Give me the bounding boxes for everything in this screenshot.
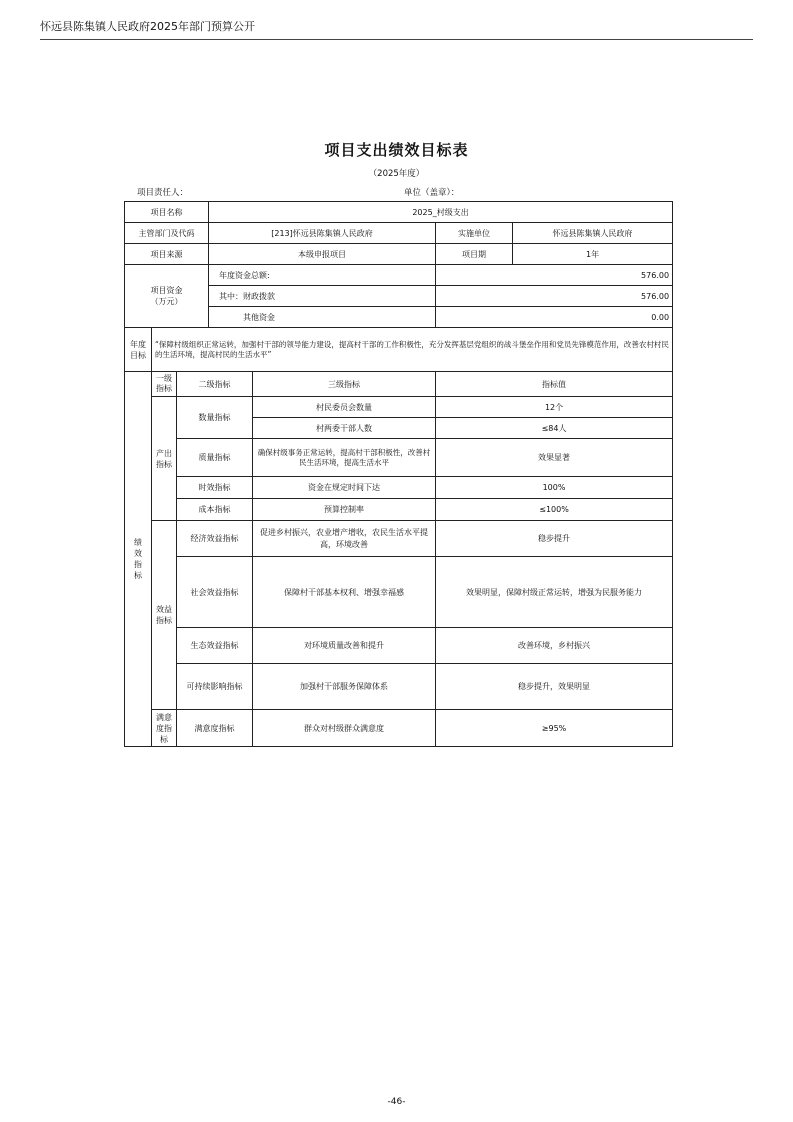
quality-value: 效果显著 <box>436 439 673 477</box>
level2-header: 二级指标 <box>177 372 253 397</box>
row-social <box>125 557 673 628</box>
row-indicator-header <box>125 372 673 397</box>
responsible-label: 项目责任人： <box>137 188 189 198</box>
project-name-value: 2025_村级支出 <box>209 202 673 223</box>
indicators-section-label: 绩 效 指 标 <box>125 372 152 747</box>
impl-unit-value: 怀远县陈集镇人民政府 <box>513 223 673 244</box>
fund-other-value: 0.00 <box>436 307 673 328</box>
goal-text: “保障村级组织正常运转，加强村干部的领导能力建设，提高村干部的工作积极性，充分发挥基层党组织的战斗堡垒作用和党员先锋模范作用，改善农村村民的生活环境，提高村民的生活水平” <box>152 328 673 372</box>
satisfaction-name: 群众对村级群众满意度 <box>253 710 436 747</box>
timeliness-name: 资金在规定时间下达 <box>253 477 436 499</box>
cost-label: 成本指标 <box>177 499 253 521</box>
satisfaction-label: 满意度指标 <box>177 710 253 747</box>
timeliness-value: 100% <box>436 477 673 499</box>
funds-label: 项目资金 （万元） <box>125 265 209 328</box>
row-ecological <box>125 628 673 664</box>
row-annual-goal <box>125 328 673 372</box>
impl-unit-label: 实施单位 <box>436 223 513 244</box>
ecological-label: 生态效益指标 <box>177 628 253 664</box>
row-project-name <box>125 202 673 223</box>
social-name: 保障村干部基本权利、增强幸福感 <box>253 557 436 628</box>
fund-total-label: 年度资金总额: <box>209 265 436 286</box>
satisfaction-value: ≥95% <box>436 710 673 747</box>
output-indicator-label: 产出 指标 <box>152 397 177 521</box>
social-value: 效果明显，保障村级正常运转，增强为民服务能力 <box>436 557 673 628</box>
quantity-label: 数量指标 <box>177 397 253 439</box>
row-department <box>125 223 673 244</box>
year-label: （2025年度） <box>368 169 425 179</box>
goal-label: 年度 目标 <box>125 328 152 372</box>
timeliness-label: 时效指标 <box>177 477 253 499</box>
cost-value: ≤100% <box>436 499 673 521</box>
sustainable-value: 稳步提升，效果明显 <box>436 664 673 710</box>
source-label: 项目来源 <box>125 244 209 265</box>
row-fund-total <box>125 265 673 286</box>
ecological-name: 对环境质量改善和提升 <box>253 628 436 664</box>
level1-header: 一级 指标 <box>152 372 177 397</box>
row-satisfaction <box>125 710 673 747</box>
row-timeliness <box>125 477 673 499</box>
page-header: 怀远县陈集镇人民政府2025年部门预算公开 <box>40 20 255 33</box>
row-quantity-1 <box>125 397 673 418</box>
economic-value: 稳步提升 <box>436 521 673 557</box>
page-number: -46- <box>387 1097 406 1107</box>
quantity-name-1: 村民委员会数量 <box>253 397 436 418</box>
row-cost <box>125 499 673 521</box>
dept-value: [213]怀远县陈集镇人民政府 <box>209 223 436 244</box>
sustainable-name: 加强村干部服务保障体系 <box>253 664 436 710</box>
cost-name: 预算控制率 <box>253 499 436 521</box>
quality-name: 确保村级事务正常运转，提高村干部积极性，改善村民生活环境，提高生活水平 <box>253 439 436 477</box>
performance-table <box>124 201 673 747</box>
period-value: 1年 <box>513 244 673 265</box>
row-quality <box>125 439 673 477</box>
row-sustainable <box>125 664 673 710</box>
fund-total-value: 576.00 <box>436 265 673 286</box>
quantity-value-2: ≤84人 <box>436 418 673 439</box>
fund-other-label: 其他资金 <box>209 307 436 328</box>
dept-label: 主管部门及代码 <box>125 223 209 244</box>
fund-fiscal-label: 其中：财政拨款 <box>209 286 436 307</box>
quantity-value-1: 12个 <box>436 397 673 418</box>
quantity-name-2: 村两委干部人数 <box>253 418 436 439</box>
value-header: 指标值 <box>436 372 673 397</box>
social-label: 社会效益指标 <box>177 557 253 628</box>
period-label: 项目期 <box>436 244 513 265</box>
source-value: 本级申报项目 <box>209 244 436 265</box>
benefit-indicator-label: 效益 指标 <box>152 521 177 710</box>
project-name-label: 项目名称 <box>125 202 209 223</box>
header-divider <box>40 39 753 40</box>
economic-name: 促进乡村振兴，农业增产增收，农民生活水平提高，环境改善 <box>253 521 436 557</box>
satisfaction-indicator-label: 满意 度指 标 <box>152 710 177 747</box>
level3-header: 三级指标 <box>253 372 436 397</box>
ecological-value: 改善环境，乡村振兴 <box>436 628 673 664</box>
sustainable-label: 可持续影响指标 <box>177 664 253 710</box>
document-title: 项目支出绩效目标表 <box>324 141 469 159</box>
row-source <box>125 244 673 265</box>
row-economic <box>125 521 673 557</box>
quality-label: 质量指标 <box>177 439 253 477</box>
economic-label: 经济效益指标 <box>177 521 253 557</box>
fund-fiscal-value: 576.00 <box>436 286 673 307</box>
unit-label: 单位（盖章）： <box>404 188 460 198</box>
